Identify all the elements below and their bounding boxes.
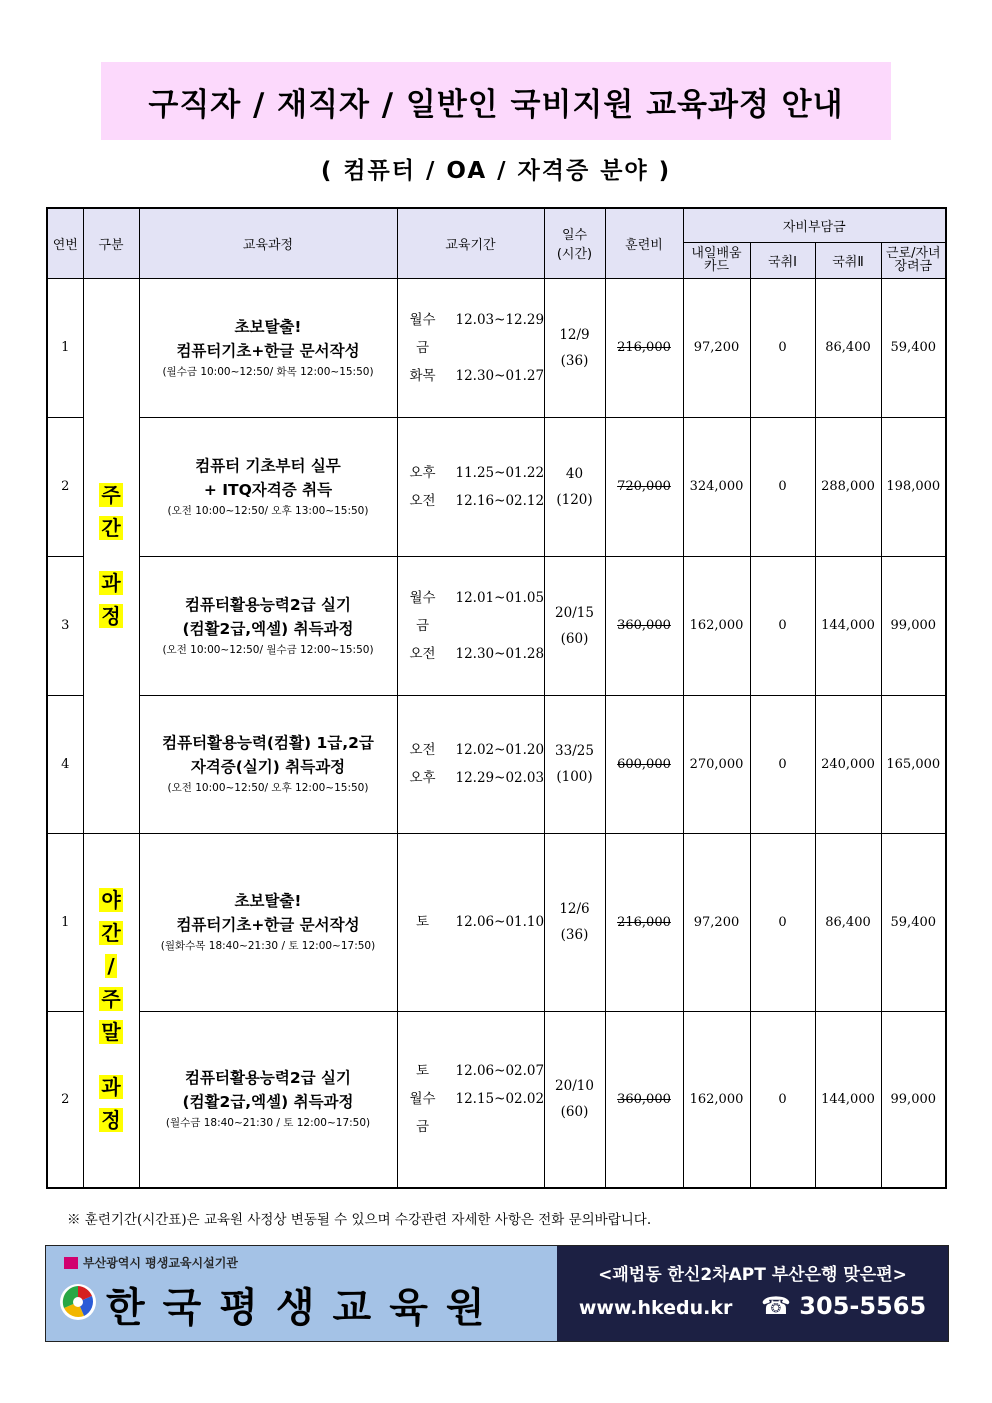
card-cell: 270,000 (683, 695, 750, 833)
period-date: 12.01~01.05 (455, 589, 545, 606)
header-card-line1: 내일배움 (691, 246, 742, 261)
header-period: 교육기간 (397, 208, 544, 278)
phone-number[interactable] (761, 1292, 926, 1320)
grant-cell: 165,000 (881, 695, 946, 833)
header-no: 연번 (47, 208, 83, 278)
hours-value: (60) (560, 630, 589, 647)
category-char: 야 (101, 887, 121, 912)
category-char: 주 (101, 986, 121, 1011)
kukchwi1-cell: 0 (750, 278, 815, 417)
card-cell: 162,000 (683, 556, 750, 695)
period-day: 월수금 (409, 1091, 436, 1136)
header-card (683, 242, 750, 278)
period-day: 오전 (409, 492, 436, 509)
period-date: 12.15~02.02 (455, 1091, 545, 1108)
address: <괘법동 한신2차APT 부산은행 맞은편> (598, 1265, 907, 1285)
category-char: 말 (101, 1019, 121, 1044)
days-cell (544, 556, 605, 695)
days-cell (544, 417, 605, 556)
period-date: 12.02~01.20 (455, 742, 545, 758)
header-selfpay: 자비부담금 (683, 208, 946, 242)
course-title-line2: (컴활2급,엑셀) 취득과정 (182, 619, 354, 638)
footer-banner (45, 1245, 949, 1342)
card-cell: 324,000 (683, 417, 750, 556)
course-cell (139, 833, 397, 1011)
category-char: 정 (101, 1107, 121, 1132)
page-title: 구직자 / 재직자 / 일반인 국비지원 교육과정 안내 (148, 86, 844, 123)
period-cell (397, 278, 544, 417)
table-row (47, 833, 946, 1011)
course-title-line1: 컴퓨터활용능력(컴활) 1급,2급 (162, 734, 374, 752)
table-row (47, 278, 946, 417)
category-night (83, 833, 139, 1188)
row-no: 1 (47, 833, 83, 1011)
fee-value: 216,000 (617, 914, 671, 930)
header-kukchwi2: 국취Ⅱ (815, 242, 881, 278)
row-no: 2 (47, 1011, 83, 1188)
card-cell: 162,000 (683, 1011, 750, 1188)
course-schedule: (월수금 18:40~21:30 / 토 12:00~17:50) (165, 1117, 371, 1130)
period-day: 토 (415, 1063, 430, 1080)
course-title-line2: 컴퓨터기초+한글 문서작성 (176, 916, 360, 934)
course-title-line2: 자격증(실기) 취득과정 (190, 758, 346, 776)
table-row (47, 1011, 946, 1188)
category-char: 과 (101, 570, 121, 595)
days-value: 12/9 (559, 326, 590, 343)
header-days (544, 208, 605, 278)
period-day: 오후 (409, 770, 436, 786)
header-days-line2: (시간) (556, 247, 593, 263)
grant-cell: 59,400 (881, 278, 946, 417)
period-day: 월수금 (409, 311, 436, 356)
period-date: 12.29~02.03 (455, 770, 545, 786)
title-banner (101, 62, 891, 140)
fee-value: 360,000 (617, 1091, 671, 1107)
period-cell (397, 417, 544, 556)
table-row (47, 556, 946, 695)
kukchwi2-cell: 144,000 (815, 1011, 881, 1188)
table-row (47, 695, 946, 833)
period-day: 오전 (409, 742, 436, 758)
fee-value: 216,000 (617, 340, 671, 355)
fee-value: 360,000 (617, 618, 671, 633)
course-title-line1: 컴퓨터활용능력2급 실기 (185, 1069, 351, 1088)
kukchwi1-cell: 0 (750, 556, 815, 695)
header-grant-line1: 근로/자녀 (885, 246, 941, 261)
fee-cell (605, 556, 683, 695)
category-day (83, 278, 139, 833)
days-value: 20/15 (555, 604, 594, 621)
kukchwi2-cell: 240,000 (815, 695, 881, 833)
category-char: 과 (101, 1074, 121, 1099)
institute-logo-icon (58, 1282, 98, 1322)
header-fee: 훈련비 (605, 208, 683, 278)
header-kukchwi1: 국취Ⅰ (750, 242, 815, 278)
course-cell (139, 278, 397, 417)
course-title-line1: 컴퓨터 기초부터 실무 (195, 456, 341, 475)
days-cell (544, 278, 605, 417)
course-cell (139, 1011, 397, 1188)
category-char: 정 (101, 603, 121, 628)
period-day: 오전 (409, 645, 436, 662)
header-card-line2: 카드 (703, 259, 730, 274)
header-course: 교육과정 (139, 208, 397, 278)
course-schedule: (월수금 10:00~12:50/ 화목 12:00~15:50) (162, 365, 374, 378)
period-cell (397, 556, 544, 695)
kukchwi1-cell: 0 (750, 833, 815, 1011)
category-char: / (107, 953, 115, 978)
fee-cell (605, 417, 683, 556)
period-day: 토 (415, 914, 430, 930)
course-schedule: (월화수목 18:40~21:30 / 토 12:00~17:50) (160, 940, 376, 952)
notice-text: ※ 훈련기간(시간표)은 교육원 사정상 변동될 수 있으며 수강관련 자세한 사항은 전화 문의바랍니다. (67, 1212, 652, 1228)
hours-value: (120) (556, 491, 593, 508)
days-cell (544, 833, 605, 1011)
row-no: 3 (47, 556, 83, 695)
grant-cell: 99,000 (881, 556, 946, 695)
org-name: 한국평생교육원 (106, 1285, 503, 1331)
category-char: 주 (101, 482, 121, 507)
page-subtitle: ( 컴퓨터 / OA / 자격증 분야 ) (320, 158, 672, 184)
hours-value: (36) (560, 927, 589, 943)
org-affiliation (64, 1254, 238, 1271)
phone-value: 305-5565 (799, 1292, 927, 1320)
days-value: 20/10 (555, 1078, 594, 1095)
course-schedule: (오전 10:00~12:50/ 월수금 12:00~15:50) (162, 643, 374, 656)
row-no: 1 (47, 278, 83, 417)
fee-cell (605, 695, 683, 833)
header-category: 구분 (83, 208, 139, 278)
kukchwi1-cell: 0 (750, 417, 815, 556)
category-char: 간 (101, 920, 121, 945)
contact-line (557, 1292, 948, 1320)
fee-cell (605, 1011, 683, 1188)
days-cell (544, 695, 605, 833)
header-days-line1: 일수 (561, 228, 588, 244)
hours-value: (100) (556, 769, 593, 785)
grant-cell: 198,000 (881, 417, 946, 556)
hours-value: (60) (560, 1104, 589, 1121)
card-cell: 97,200 (683, 278, 750, 417)
course-cell (139, 695, 397, 833)
course-cell (139, 556, 397, 695)
telephone-icon: ☎ (761, 1292, 791, 1320)
kukchwi2-cell: 86,400 (815, 278, 881, 417)
days-value: 33/25 (555, 743, 594, 759)
fee-cell (605, 278, 683, 417)
days-cell (544, 1011, 605, 1188)
period-date: 12.06~02.07 (455, 1063, 545, 1080)
course-title-line2: 컴퓨터기초+한글 문서작성 (176, 341, 360, 360)
period-date: 12.30~01.27 (455, 367, 545, 384)
period-day: 오후 (409, 464, 436, 481)
days-value: 12/6 (559, 901, 590, 917)
table-row (47, 417, 946, 556)
row-no: 2 (47, 417, 83, 556)
hours-value: (36) (560, 352, 589, 369)
course-title-line2: + ITQ자격증 취득 (203, 480, 333, 499)
row-no: 4 (47, 695, 83, 833)
kukchwi2-cell: 144,000 (815, 556, 881, 695)
days-value: 40 (565, 465, 584, 482)
busan-logo-icon (64, 1257, 78, 1269)
website-link[interactable]: www.hkedu.kr (578, 1297, 733, 1319)
kukchwi1-cell: 0 (750, 695, 815, 833)
grant-cell: 99,000 (881, 1011, 946, 1188)
period-date: 12.30~01.28 (455, 645, 545, 662)
period-cell (397, 695, 544, 833)
org-affiliation-text: 부산광역시 평생교육시설기관 (83, 1256, 238, 1270)
kukchwi1-cell: 0 (750, 1011, 815, 1188)
course-title-line1: 초보탈출! (234, 892, 302, 910)
period-date: 12.03~12.29 (455, 311, 545, 328)
period-day: 화목 (409, 367, 436, 384)
header-grant (881, 242, 946, 278)
period-cell (397, 1011, 544, 1188)
footer-org (46, 1246, 557, 1341)
category-char: 간 (101, 515, 121, 540)
course-title-line2: (컴활2급,엑셀) 취득과정 (182, 1093, 354, 1112)
period-day: 월수금 (409, 589, 436, 634)
fee-value: 600,000 (617, 756, 671, 772)
course-table (46, 207, 947, 1189)
header-grant-line2: 장려금 (894, 259, 933, 274)
period-date: 11.25~01.22 (455, 464, 545, 481)
course-schedule: (오전 10:00~12:50/ 오후 12:00~15:50) (167, 782, 369, 794)
kukchwi2-cell: 86,400 (815, 833, 881, 1011)
fee-value: 720,000 (617, 479, 671, 494)
fee-cell (605, 833, 683, 1011)
period-date: 12.06~01.10 (455, 914, 545, 930)
course-schedule: (오전 10:00~12:50/ 오후 13:00~15:50) (167, 504, 369, 517)
course-cell (139, 417, 397, 556)
period-date: 12.16~02.12 (455, 492, 545, 509)
grant-cell: 59,400 (881, 833, 946, 1011)
card-cell: 97,200 (683, 833, 750, 1011)
course-title-line1: 초보탈출! (234, 317, 302, 336)
kukchwi2-cell: 288,000 (815, 417, 881, 556)
course-title-line1: 컴퓨터활용능력2급 실기 (185, 595, 351, 614)
period-cell (397, 833, 544, 1011)
footer-contact (557, 1246, 948, 1341)
